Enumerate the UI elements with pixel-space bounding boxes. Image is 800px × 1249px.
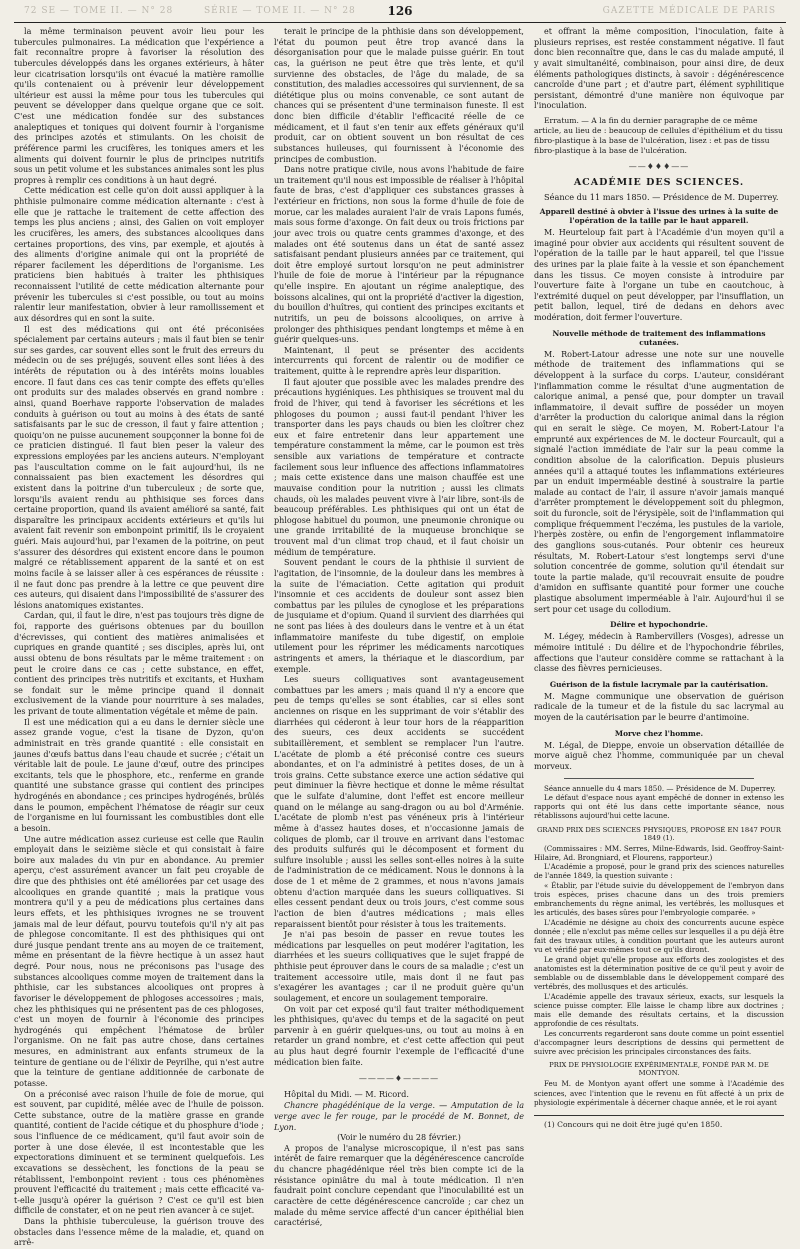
paragraph: Il est une médication qui a eu dans le dernier siècle une assez grande vogue, c'est la tisane de Dyzon, qu'on administrait en très grande quantité : elle consistait en jaunes d'œufs battus dans l'eau chaude et sucrée ; c'était un véritable lait de poule. Le jaune d'œuf, outre des principes excitants, tels que le phosphore, etc., renferme en grande quantité une substance grasse qui contient des principes hydrogénés en abondance ; ces principes hydrogénés, brûlés dans le poumon, empêchent l'hématose de réagir sur ceux de l'organisme en lui fournissant les combustibles dont elle a besoin. — [14, 717, 264, 833]
paragraph: Cardan, qui, il faut le dire, n'est pas toujours très digne de foi, rapporte des guérisons obtenues par du bouillon d'écrevisses, qui contient des matières animalisées et cupriques en grande quantité ; ses disciples, après lui, ont aussi obtenu de bons résultats par le même traitement : on peut le croire dans ce cas ; cette substance, en effet, contient des principes très nutritifs et excitants, et Huxham se fondait sur le même principe quand il donnait exclusivement de la viande pour nourriture à ses malades, les privant de toute alimentation végétale et même de pain. — [14, 611, 264, 716]
paragraph: On voit par cet exposé qu'il faut traiter méthodiquement les phthisiques, qu'avec du temps et de la sagacité on peut parvenir à en guérir quelques-uns, ou tout au moins à en retarder un grand nombre, et c'est cette affection qui peut au plus haut degré fournir l'exemple de l'efficacité d'une médication bien faite. — [274, 1004, 524, 1067]
paragraph: Il est des médications qui ont été préconisées spécialement par certains auteurs ; mais il faut bien se tenir sur ses gardes, car souvent elles sont le fruit des erreurs du médecin ou de ses préjugés, souvent elles sont liées à des intérêts de réputation ou à des intérêts moins louables encore. Il faut dans ces cas tenir compte des effets qu'elles ont produits sur des malades observés en grand nombre : ainsi, quand Boerhave rapporte l'observation de malades conduits à guérison ou tout au moins à des états de santé satisfaisants par le suc de cresson, il faut y faire attention ; quoiqu'on ne puisse aucunement soupçonner la bonne foi de ce praticien distingué. Il faut bien peser la valeur des expressions employées par les anciens auteurs. N'employant pas l'auscultation comme on le fait aujourd'hui, ils ne connaissaient pas bien exactement les désordres qui existent dans la poitrine d'un tuberculeux ; de sorte que, lorsqu'ils avaient rendu au phthisique ses forces dans certaine proportion, quand ils avaient amélioré sa santé, fait disparaître les principaux accidents extérieurs et qu'ils lui avaient fait revenir son embonpoint primitif, ils le croyaient guéri. Mais aujourd'hui, par l'examen de la poitrine, on peut s'assurer des désordres qui existent encore dans le poumon malgré ce rétablissement apparent de la santé et on est moins facile à se laisser aller à ces espérances de réussite : il ne faut donc pas prendre à la lettre ce que peuvent dire ces auteurs, qui disaient dans l'impossibilité de s'assurer des lésions anatomiques existantes. — [14, 324, 264, 610]
hopital-title: Hôpital du Midi. — M. Ricord. — [284, 1089, 409, 1100]
seance-annuelle: Séance annuelle du 4 mars 1850. — Présidence de M. Duperrey. — [544, 783, 776, 793]
paragraph: Souvent pendant le cours de la phthisie il survient de l'agitation, de l'insomnie, de la douleur dans les membres à la suite de l'émaciation. Cette agitation qui produit l'insomnie et ces accidents de douleur sont assez bien combattus par les pilules de cynoglose et les préparations de jusquiame et d'opium. Quand il survient des diarrhées qui ne sont pas liées à des douleurs dans le ventre et à un état inflammatoire manifeste du tube digestif, on emploie utilement pour les réprimer les médicaments narcotiques astringents et amers, la thériaque et le diascordium, par exemple. — [274, 558, 524, 674]
section-heading: Guérison de la fistule lacrymale par la cautérisation. — [549, 679, 769, 689]
paragraph: Dans notre pratique civile, nous avons l'habitude de faire un traitement qu'il nous est impossible de réaliser à l'hôpital faute de bras, c'est d'appliquer ces substances grasses à l'extérieur en frictions, non sous la forme d'huile de foie de morue, car les malades auraient l'air de vrais Lapons fumés, mais sous forme d'axonge. On fait deux ou trois frictions par jour avec trois ou quatre cents grammes d'axonge, et des malades ont été soutenus dans un état de santé assez satisfaisant pendant plusieurs années par ce traitement, qui doit être employé surtout lorsqu'on ne peut administrer l'huile de foie de morue à l'intérieur par la répugnance qu'elle inspire. En ajoutant un régime analeptique, des boissons alcalines, qui ont la propriété d'activer la digestion, du bouillon d'huîtres, qui contient des principes excitants et nutritifs, un peu de boissons alcooliques, on arrive à prolonger des phthisiques pendant longtemps et même à en guérir quelques-uns. — [274, 165, 524, 345]
footnote-rule — [534, 1115, 784, 1116]
section-body: M. Robert-Latour adresse une note sur une nouvelle méthode de traitement des inflammations qui se développent à la surface du corps. L'auteur, considérant l'inflammation comme le résultat d'une augmentation de calorique animal, a pensé que, pour dompter un travail inflammatoire, il devait suffire de posséder un moyen d'arrêter la production du calorique animal dans la région qui en serait le siège. Ce moyen, M. Robert-Latour l'a emprunté aux expériences de M. le docteur Fourcault, qui a signalé l'action immédiate de l'air sur la peau comme la condition absolue de la calorification. Depuis plusieurs années qu'il a attaqué toutes les inflammations extérieures par un enduit imperméable destiné à soustraire la partie malade au contact de l'air, il assure n'avoir jamais manqué d'arrêter promptement le développement soit du phlegmon, soit du furoncle, soit de l'érysipèle, soit de l'inflammation qui complique fréquemment l'eczéma, les pustules de la variole, l'herpès zostère, ou enfin de l'engorgement inflammatoire des ganglions sous-cutanés. Pour obtenir ces heureux résultats, M. Robert-Latour s'est longtemps servi d'une solution concentrée de gomme, solution qu'il étendait sur toute la partie malade, qu'il recouvrait ensuite de poudre d'amidon en suffisante quantité pour former une couche plastique absolument imperméable à l'air. Aujourd'hui il se sert pour cet usage du collodium. — [534, 349, 784, 614]
seance-line: Séance du 11 mars 1850. — Présidence de M. Duperrey. — [544, 192, 779, 202]
footnote: (1) Concours qui ne doit être jugé qu'en 1850. — [544, 1120, 723, 1129]
show-through-text-left: 72 SE — TOME II. — N° 28 — [24, 6, 174, 16]
paragraph: Une autre médication assez curieuse est celle que Raulin employait dans le seizième siècle et qui consistait à faire boire aux malades du vin pur en abondance. Au premier aperçu, c'est assurément avancer un fait peu croyable de dire que des phthisies ont été améliorées par cet usage des alcooliques en grande quantité ; mais la pratique vous montrera qu'il y a peu de médications plus certaines dans leurs effets, et les phthisiques ivrognes ne se trouvent jamais mal de leur défaut, pourvu toutefois qu'il n'y ait pas de phlegose concomitante. Il est des phthisiques qui ont duré jusque pendant trente ans au moyen de ce traitement, même en présentant de la fièvre hectique à un assez haut degré. Pour nous, nous ne préconisons pas l'usage des substances alcooliques comme moyen de traitement dans la phthisie, car les substances alcooliques ont propres à favoriser le développement de phlogoses accessoires ; mais, chez les phthisiques qui ne présentent pas de ces phlogoses, c'est un moyen de fournir à l'économie des principes hydrogénés qui empêchent l'hématose de brûler l'organisme. On ne fait pas autre chose, dans certaines mesures, en administrant aux enfants strumeux de la teinture de gentiane ou de l'élixir de Peyrilhe, qui n'est autre que la teinture de gentiane additionnée de carbonate de potasse. — [14, 834, 264, 1088]
prize-paragraph: L'Académie ne désigne au choix des concurrents aucune espèce donnée ; elle n'exclut pas même celles sur lesquelles il a pu déjà être fait des travaux utiles, à condition pourtant que les auteurs auront vu et vérifié par eux-mêmes tout ce qu'ils diront. — [534, 917, 784, 955]
prize-paragraph: L'Académie a proposé, pour le grand prix des sciences naturelles de l'année 1849, la question suivante : — [534, 862, 784, 881]
paragraph: et offrant la même composition, l'inoculation, faite à plusieurs reprises, est restée constamment négative. Il faut donc bien reconnaître que, dans le cas du malade amputé, il y avait simultanéité, combinaison, pour ainsi dire, de deux éléments pathologiques distincts, à savoir : dégénérescence cancroïde d'une part ; et d'autre part, élément syphilitique persistant, démontré d'une manière non équivoque par l'inoculation. — [534, 27, 784, 111]
hopital-reference: (Voir le numéro du 28 février.) — [337, 1133, 461, 1143]
show-through-text-right: GAZETTE MÉDICALE DE PARIS — [602, 6, 776, 16]
paragraph: Il faut ajouter que possible avec les malades prendre des précautions hygiéniques. Les phthisiques se trouvent mal du froid de l'hiver, qui tend à favoriser les sécrétions et les phlogoses du poumon ; aussi faut-il pendant l'hiver les transporter dans les pays chauds ou bien les cloîtrer chez eux et faire entretenir dans leur appartement une température constamment la même, car le poumon est très sensible aux variations de température et contracte facilement sous leur influence des affections inflammatoires ; mais cette existence dans une maison chauffée est une mauvaise condition pour la nutrition ; aussi les climats chauds, où les malades peuvent vivre à l'air libre, sont-ils de beaucoup préférables. Les phthisiques qui ont un état de phlogose habituel du poumon, une pneumonie chronique ou une grande irritabilité de la muqueuse bronchique se trouvent mal d'un climat trop chaud, et il faut choisir un médium de température. — [274, 377, 524, 557]
erratum: Erratum. — A la fin du dernier paragraphe de ce même article, au lieu de : beaucoup de cellules d'épithélium et du tissu fibro-plastique à la base de l'ulcération, lisez : et pas de tissu fibro-plastique à la base de l'ulcération. — [534, 116, 783, 155]
paragraph: Les sueurs colliquatives sont avantageusement combattues par les amers ; mais quand il n'y a encore que peu de temps qu'elles se sont établies, car si elles sont anciennes on risque en les supprimant de voir s'établir des diarrhées qui céderont à leur tour hors de la réapparition des sueurs, ces deux accidents se succédent subitaillèrement, et semblent se remplacer l'un l'autre. L'acétate de plomb a été préconisé contre ces sueurs abondantes, et on l'a administré à petites doses, de un à trois grains. Cette substance exerce une action sédative qui peut diminuer la fièvre hectique et donne le même résultat que le sulfate d'alumine, dont l'effet est encore meilleur quand on le mélange au sang-dragon ou au bol d'Arménie. L'acétate de plomb n'est pas vénéneux pris à l'intérieur même à d'assez hautes doses, et n'occasionne jamais de coliques de plomb, car il trouve en arrivant dans l'estomac des produits sulfurés qui le décomposent et forment du sulfure insoluble ; aussi les selles sont-elles noires à la suite de l'administration de ce médicament. Nous le donnons à la dose de 1 et même de 2 grammes, et nous n'avons jamais obtenu d'action marquée dans les sueurs colliquatives. Si elles cessent pendant deux ou trois jours, c'est comme sous l'action de bien d'autres médications ; mais elles reparaissent bientôt pour résister à tous les traitements. — [274, 675, 524, 929]
column-3 — [534, 27, 784, 1129]
section-body: M. Magne communique une observation de guérison radicale de la tumeur et de la fistule du sac lacrymal au moyen de la cautérisation par le beurre d'antimoine. — [534, 691, 784, 722]
page-header — [14, 4, 786, 23]
show-through-text-middle: SÉRIE — TOME II. — N° 28 — [204, 6, 356, 16]
section-body: M. Heurteloup fait part à l'Académie d'un moyen qu'il a imaginé pour obvier aux accidents qui résultent souvent de l'opération de la taille par le haut appareil, tel que l'issue des urines par la plaie faite à la vessie et son épanchement dans les tissus. Ce moyen consiste à introduire par l'ouverture faite à l'organe un tube en caoutchouc, à l'extrémité duquel on peut développer, par l'insufflation, un petit ballon, lequel, tiré de dedans en dehors avec modération, doit fermer l'ouverture. — [534, 228, 784, 322]
prize-paragraph: L'Académie appelle des travaux sérieux, exacts, sur lesquels la science puisse compter. Elle laisse le champ libre aux doctrines ; mais elle demande des résultats certains, et la discussion approfondie de ces résultats. — [534, 991, 784, 1029]
column-1 — [14, 27, 264, 1248]
prize-paragraph: « Établir, par l'étude suivie du développement de l'embryon dans trois espèces, prises chacune dans un des trois premiers embranchements du règne animal, les vertébrés, les mollusques et les articulés, des bases sûres pour l'embryologie comparée. » — [534, 880, 784, 918]
paragraph: Dans la phthisie tuberculeuse, la guérison trouve des obstacles dans l'essence même de la maladie, et, quand on arrê- — [14, 1217, 264, 1248]
paragraph: Maintenant, il peut se présenter des accidents intercurrents qui forcent de ralentir ou de modifier ce traitement, quitte à le reprendre après leur disparition. — [274, 345, 524, 376]
prize-commission: (Commissaires : MM. Serres, Milne-Edwards, Isid. Geoffroy-Saint-Hilaire, Ad. Brongniard, et Flourens, rapporteur.) — [534, 843, 784, 862]
paragraph: la même terminaison peuvent avoir lieu pour les tubercules pulmonaires. La médication que l'expérience a fait reconnaître propre à favoriser la résolution des tubercules développés dans les organes extérieurs, à hâter leur cicatrisation lorsqu'ils ont évacué la matière ramollie qu'ils contenaient ou à prévenir leur développement ultérieur est aussi la même pour tous les tubercules qui peuvent se développer dans quelque organe que ce soit. C'est une médication fondée sur des substances analeptiques et toniques qui doivent fournir à l'organisme des principes azotés et stimulants. On les choisit de préférence parmi les crucifères, les toniques amers et les aliments qui doivent fournir le plus de principes nutritifs sous un petit volume et les substances animales sont les plus propres à remplir ces conditions à un haut degré. — [14, 27, 264, 185]
prize2-title: PRIX DE PHYSIOLOGIE EXPÉRIMENTALE, FONDÉ PAR M. DE MONTYON. — [549, 1061, 769, 1078]
paragraph: terait le principe de la phthisie dans son développement, l'état du poumon peut être trop avancé dans la désorganisation pour que le malade puisse guérir. En tout cas, la guérison ne peut être que très lente, et qu'il survienne des obstacles, de l'âge du malade, de sa constitution, des maladies accessoires qui surviennent, de sa diététique plus ou moins convenable, ce sont autant de chances qui se présentent d'une terminaison funeste. Il est donc bien difficile d'établir l'efficacité réelle de ce médicament, et il faut s'en tenir aux effets généraux qu'il produit, car on obtient souvent un bon résultat de ces substances huileuses, qui fournissent à l'économie des principes de combustion. — [274, 27, 524, 164]
section-body: M. Légal, de Dieppe, envoie un observation détaillée de morve aiguë chez l'homme, communiquée par un cheval morveux. — [534, 740, 784, 771]
divider-rule — [564, 778, 754, 779]
section-divider: ————♦———— — [358, 1074, 440, 1084]
section-heading: Morve chez l'homme. — [614, 728, 704, 738]
hopital-body: A propos de l'analyse microscopique, il n'est pas sans intérêt de faire remarquer que la dégénérescence cancroïde du chancre phagédénique réel très bien compte ici de la résistance opiniâtre du mal à toute médication. Il n'en faudrait point conclure cependant que l'inoculabilité est un caractère de cette dégénérescence cancroïde ; car chez un malade du même service affecté d'un cancer épithélial bien caractérisé, — [274, 1143, 524, 1228]
section-heading: Appareil destiné à obvier à l'issue des urines à la suite de l'opération de la taille par le haut appareil. — [539, 207, 779, 225]
paragraph: On a préconisé avec raison l'huile de foie de morue, qui est souvent, par cupidité, mêlée avec de l'huile de poisson. Cette substance, outre de la matière grasse en grande quantité, contient de l'acide cétique et du phosphure d'iode ; sous l'influence de ce médicament, qu'il faut avoir soin de porter à une dose élevée, il est incontestable que les expectorations diminuent et se terminent quelquefois. Les excavations se dessèchent, les fonctions de la peau se rétablissent, l'embonpoint revient : tous ces phénomènes prouvent l'efficacité du traitement ; mais cette efficacité va-t-elle jusqu'à opérer la guérison ? C'est ce qu'il est bien difficile de constater, et on ne peut rien avancer à ce sujet. — [14, 1089, 264, 1216]
section-heading: Nouvelle méthode de traitement des inflammations cutanées. — [552, 328, 766, 347]
section-heading: Délire et hypochondrie. — [610, 620, 708, 630]
academie-title: ACADÉMIE DES SCIENCES. — [573, 177, 745, 188]
prize2-body: Feu M. de Montyon ayant offert une somme à l'Académie des sciences, avec l'intention que le revenu en fût affecté à un prix de physiologie expérimentale à décerner chaque année, et le roi ayant — [534, 1079, 784, 1107]
column-2 — [274, 27, 524, 1228]
page-number: 126 — [387, 4, 413, 18]
prize-title: GRAND PRIX DES SCIENCES PHYSIQUES, PROPOSÉ EN 1847 POUR 1849 (1). — [536, 825, 782, 842]
columns — [14, 27, 786, 1248]
section-body: M. Légey, médecin à Rambervillers (Vosges), adresse un mémoire intitulé : Du délire et de l'hypochondrie fébriles, affections que l'auteur considère comme se rattachant à la classe des fièvres pernicieuses. — [534, 632, 784, 674]
prize-paragraph: Le grand objet qu'elle propose aux efforts des zoologistes et des anatomistes est la détermination positive de ce qu'il peut y avoir de semblable ou de dissemblable dans le développement comparé des vertébrés, des mollusques et des articulés. — [534, 954, 784, 992]
section-divider: ——♦♦♦—— — [628, 162, 690, 171]
paragraph: Je n'ai pas besoin de passer en revue toutes les médications par lesquelles on peut modérer l'agitation, les diarrhées et les sueurs colliquatives que le sujet frappé de phthisie peut éprouver dans le cours de sa maladie ; c'est un traitement accessoire utile, mais dont il ne faut pas s'exagérer les avantages ; car il ne produit guère qu'un soulagement, et encore un soulagement temporaire. — [274, 930, 524, 1003]
prize-paragraph: Les concurrents regarderont sans doute comme un point essentiel d'accompagner leurs descriptions de dessins qui permettent de suivre avec précision les principales circonstances des faits. — [534, 1028, 784, 1056]
hopital-subtitle: Chancre phagédénique de la verge. — Amputation de la verge avec le fer rouge, par le procédé de M. Bonnet, de Lyon. — [274, 1101, 524, 1132]
seance-annuelle-body: Le défaut d'espace nous ayant empêché de donner in extenso les rapports qui ont été lus dans cette importante séance, nous rétablissons aujourd'hui cette lacune. — [534, 792, 784, 821]
paragraph: Cette médication est celle qu'on doit aussi appliquer à la phthisie pulmonaire comme médication alternante : c'est à elle que je rattache le traitement de cette affection des temps les plus anciens ; ainsi, des Galien on voit employer les crucifères, les amers, des substances alcooliques dans certaines proportions, des vins, par exemple, et ajoutés à des aliments d'origine animale qui ont la propriété de réparer facilement les déperditions de l'organisme. Les praticiens bien habitués à traiter les phthisiques reconnaissent l'utilité de cette médication alternante pour prévenir les tubercules si c'est possible, ou tout au moins ralentir leur manifestation, obvier à leur ramollissement et aux désordres qui en sont la suite. — [14, 186, 264, 323]
